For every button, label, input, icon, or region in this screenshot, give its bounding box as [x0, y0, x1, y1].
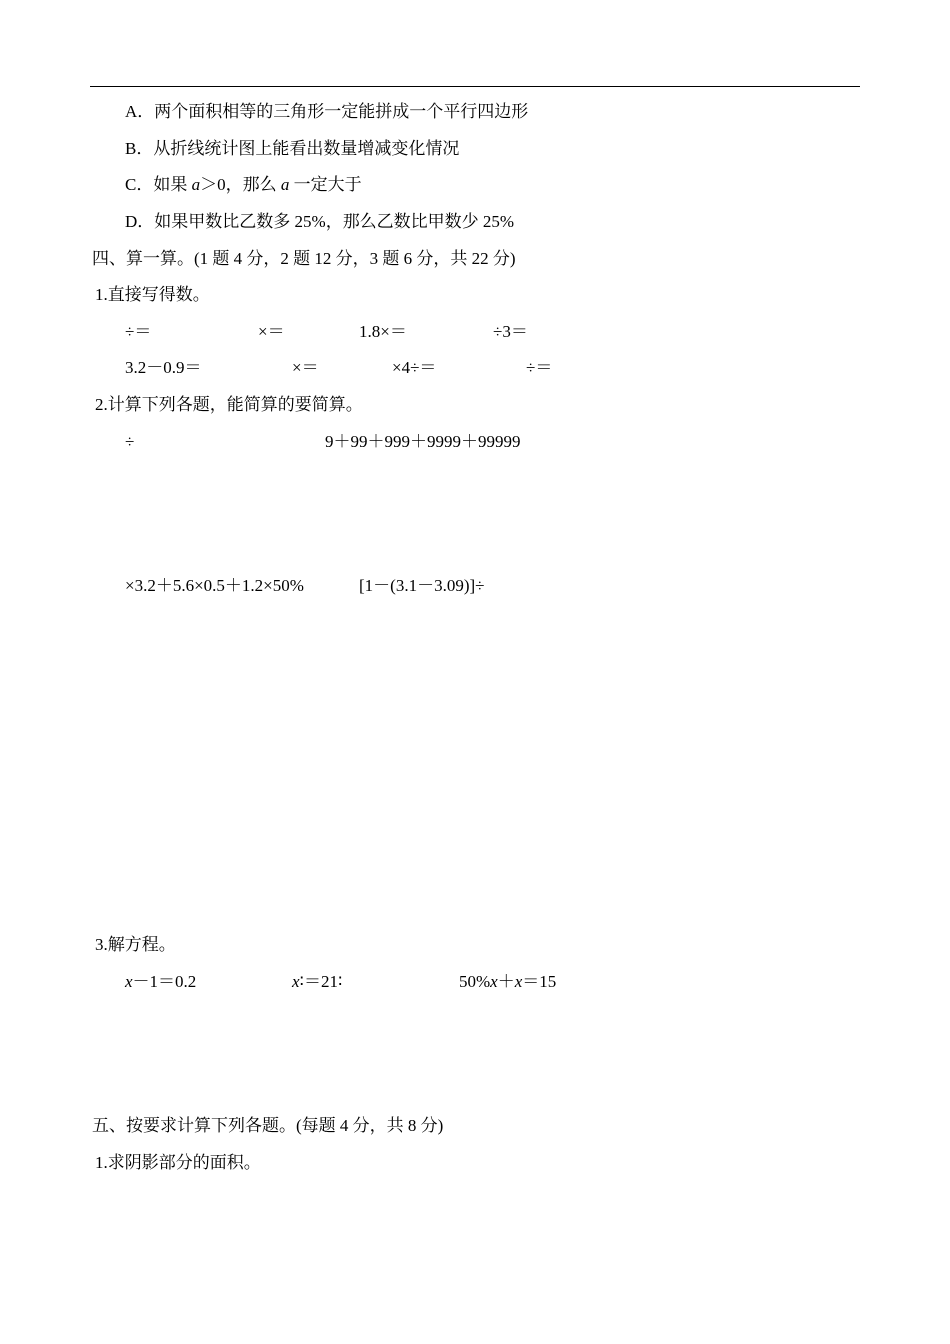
calc-item: ×3.2＋5.6×0.5＋1.2×50%	[125, 576, 304, 595]
section-four-title: 四、算一算。(1 题 4 分，2 题 12 分，3 题 6 分，共 22 分)	[92, 249, 516, 268]
equation-variable: x	[292, 972, 300, 991]
equation-variable: x	[514, 972, 523, 991]
mental-math-item: ÷3＝	[493, 322, 528, 341]
section-five-title: 五、按要求计算下列各题。(每题 4 分，共 8 分)	[92, 1116, 444, 1135]
equation-variable: x	[490, 972, 498, 991]
equation-prefix: 50%	[459, 972, 491, 991]
choice-c-middle: ＞0，那么	[200, 175, 281, 194]
choice-c-suffix: 一定大于	[289, 175, 362, 194]
choice-c-variable: a	[191, 175, 201, 194]
question-2-title: 2.计算下列各题，能简算的要简算。	[95, 395, 363, 414]
mental-math-item: 3.2－0.9＝	[125, 358, 202, 377]
calc-item: ÷	[125, 432, 135, 451]
calc-item: 9＋99＋999＋9999＋99999	[325, 432, 521, 451]
choice-d: D．如果甲数比乙数多 25%，那么乙数比甲数少 25%	[125, 212, 515, 231]
mental-math-item: ÷＝	[125, 322, 152, 341]
choice-a: A．两个面积相等的三角形一定能拼成一个平行四边形	[125, 102, 529, 121]
equation-rest: －1＝0.2	[132, 972, 197, 991]
section-five-question-1-title: 1.求阴影部分的面积。	[95, 1153, 261, 1172]
choice-c-prefix: C．如果	[125, 175, 192, 194]
mental-math-item: ×4÷＝	[392, 358, 437, 377]
mental-math-item: ×＝	[258, 322, 285, 341]
equation-rest: ＝15	[522, 972, 557, 991]
question-3-title: 3.解方程。	[95, 935, 176, 954]
equation-rest: ∶＝21∶	[299, 972, 343, 991]
equation-variable: x	[125, 972, 133, 991]
calc-item: [1－(3.1－3.09)]÷	[359, 576, 485, 595]
equation-1	[125, 971, 196, 993]
choice-c-variable: a	[280, 175, 290, 194]
equation-plus: ＋	[497, 972, 515, 991]
header-rule	[90, 86, 860, 87]
equation-3	[459, 971, 556, 993]
choice-c	[125, 174, 362, 196]
mental-math-item: ÷＝	[526, 358, 553, 377]
choice-b: B．从折线统计图上能看出数量增减变化情况	[125, 139, 460, 158]
question-1-title: 1.直接写得数。	[95, 285, 210, 304]
mental-math-item: 1.8×＝	[359, 322, 407, 341]
equation-2	[292, 971, 342, 993]
mental-math-item: ×＝	[292, 358, 319, 377]
